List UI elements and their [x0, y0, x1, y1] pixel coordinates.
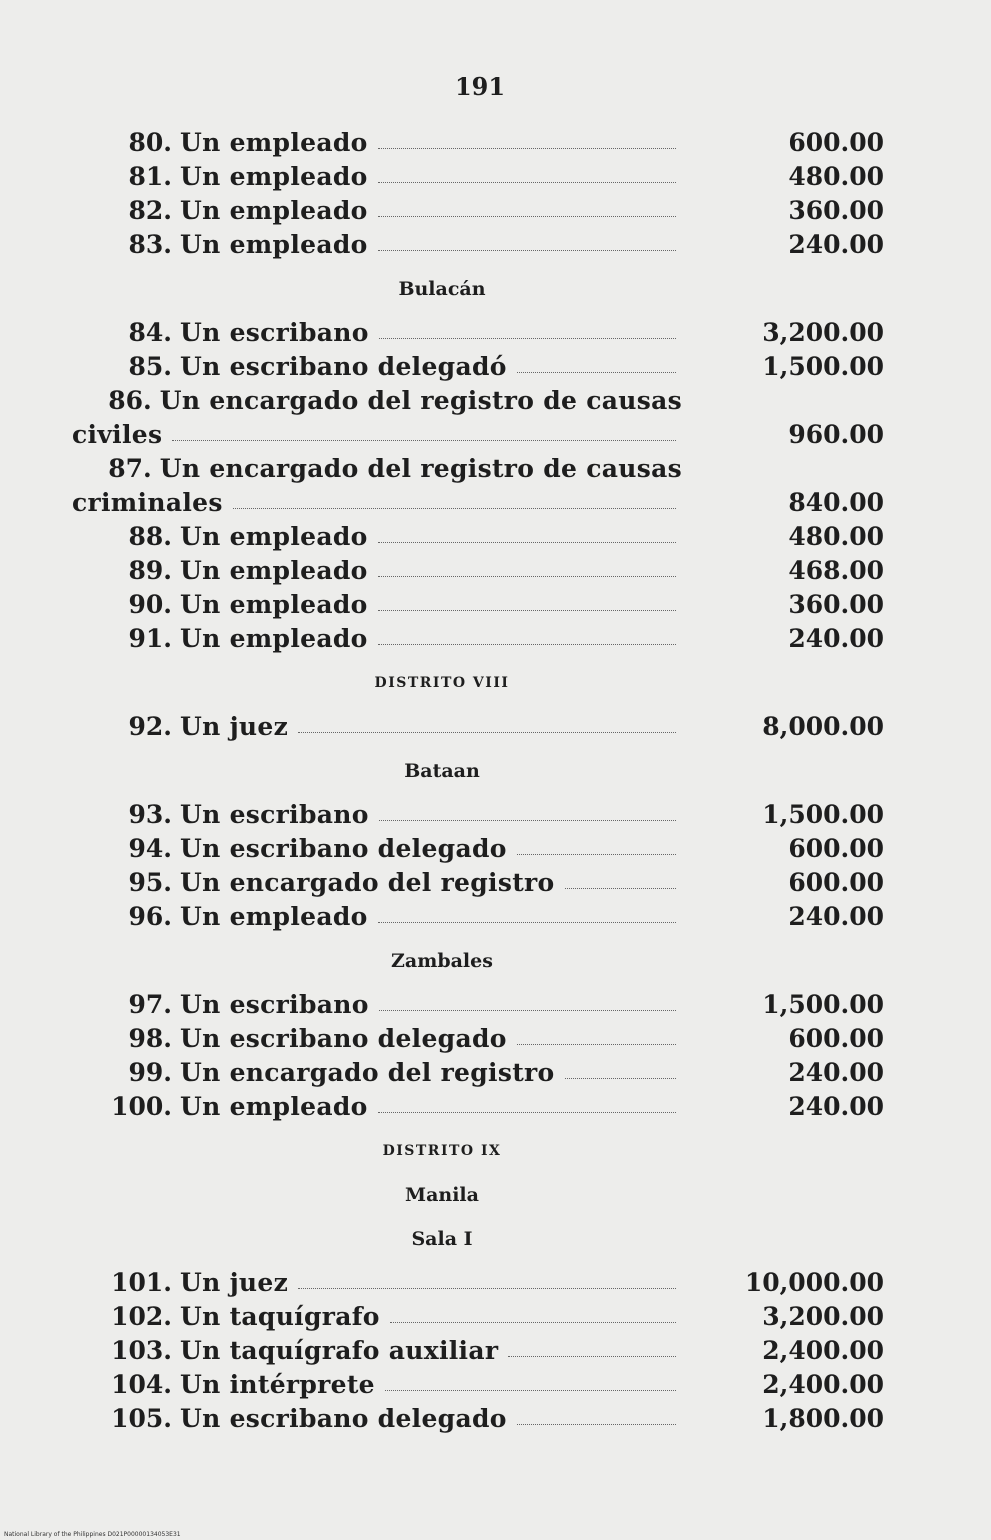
item-text: Un empleado [180, 1092, 368, 1121]
leader-dots [378, 1112, 676, 1113]
item-number: 102. [111, 1302, 172, 1331]
leader-dots [517, 1044, 676, 1045]
section-heading: DISTRITO VIII [374, 675, 510, 691]
item-number: 96. [128, 902, 172, 931]
item-amount: 1,500.00 [762, 352, 884, 381]
item-text: Un empleado [180, 522, 368, 551]
list-item [72, 1402, 892, 1436]
list-item [72, 194, 892, 228]
item-amount: 10,000.00 [744, 1268, 884, 1297]
list-item [72, 798, 892, 832]
item-amount: 480.00 [788, 162, 884, 191]
item-text-continued: criminales [72, 488, 223, 517]
item-text: Un empleado [180, 590, 368, 619]
item-text: Un escribano [180, 800, 369, 829]
leader-dots [298, 1288, 676, 1289]
list-item [72, 1334, 892, 1368]
item-description [72, 316, 682, 350]
item-text: Un juez [180, 1268, 289, 1297]
item-amount: 840.00 [788, 488, 884, 517]
item-description [72, 1334, 682, 1368]
leader-dots [378, 576, 676, 577]
item-amount: 600.00 [788, 868, 884, 897]
list-item [72, 350, 892, 384]
item-text: Un escribano delegado [180, 1024, 507, 1053]
item-number: 93. [128, 800, 172, 829]
leader-dots [565, 888, 676, 889]
section-heading: Bataan [404, 760, 480, 782]
item-description [72, 194, 682, 228]
page-number: 191 [454, 72, 506, 101]
spacer [72, 1256, 892, 1266]
item-text: Un taquígrafo auxiliar [180, 1336, 499, 1365]
item-amount: 240.00 [788, 1092, 884, 1121]
list-item-continuation [72, 418, 892, 452]
leader-dots [172, 440, 676, 441]
item-text: Un escribano delegado [180, 834, 507, 863]
item-number: 101. [111, 1268, 172, 1297]
list-item [72, 1090, 892, 1124]
spacer [72, 656, 892, 666]
item-number: 80. [128, 128, 172, 157]
leader-dots [298, 732, 676, 733]
section-heading: DISTRITO IX [382, 1143, 502, 1159]
item-description [72, 710, 682, 744]
item-number: 84. [128, 318, 172, 347]
item-number: 82. [128, 196, 172, 225]
list-item [72, 316, 892, 350]
item-description [72, 350, 682, 384]
spacer [72, 1124, 892, 1134]
item-text: Un escribano delegado [180, 1404, 507, 1433]
item-text: Un empleado [180, 556, 368, 585]
leader-dots [508, 1356, 676, 1357]
item-text: Un empleado [180, 162, 368, 191]
section-heading: Bulacán [398, 278, 486, 300]
footer-credit: National Library of the Philippines D021P00000134053E31 [4, 1531, 181, 1538]
item-number: 103. [111, 1336, 172, 1365]
item-amount: 3,200.00 [762, 318, 884, 347]
item-amount: 360.00 [788, 590, 884, 619]
item-amount: 2,400.00 [762, 1336, 884, 1365]
item-description [72, 900, 682, 934]
section-heading: Zambales [391, 950, 493, 972]
item-amount: 1,500.00 [762, 990, 884, 1019]
item-text: Un intérprete [180, 1370, 375, 1399]
list-item [72, 520, 892, 554]
item-number: 100. [111, 1092, 172, 1121]
leader-dots [517, 854, 676, 855]
item-description [72, 588, 682, 622]
item-description [72, 160, 682, 194]
leader-dots [378, 542, 676, 543]
list-item [72, 588, 892, 622]
list-item [72, 1022, 892, 1056]
spacer [72, 306, 892, 316]
leader-dots [565, 1078, 676, 1079]
item-description [72, 1368, 682, 1402]
item-description [72, 228, 682, 262]
item-description [72, 486, 682, 520]
item-description [72, 866, 682, 900]
item-text: Un encargado del registro [180, 1058, 555, 1087]
item-text: Un taquígrafo [180, 1302, 380, 1331]
spacer [72, 1168, 892, 1178]
item-number: 85. [128, 352, 172, 381]
item-description [72, 988, 682, 1022]
item-amount: 1,500.00 [762, 800, 884, 829]
item-description [72, 452, 682, 486]
section-subheading: Sala I [411, 1228, 473, 1250]
list-item [72, 384, 892, 418]
item-amount: 600.00 [788, 128, 884, 157]
item-number: 81. [128, 162, 172, 191]
item-amount: 960.00 [788, 420, 884, 449]
item-description [72, 1300, 682, 1334]
item-description [72, 1056, 682, 1090]
item-text: Un escribano [180, 990, 369, 1019]
item-description [72, 622, 682, 656]
spacer [72, 262, 892, 272]
item-number: 83. [128, 230, 172, 259]
salary-list [72, 126, 892, 1436]
item-description [72, 384, 682, 418]
item-text: Un encargado del registro [180, 868, 555, 897]
leader-dots [390, 1322, 676, 1323]
spacer [72, 934, 892, 944]
leader-dots [379, 1010, 676, 1011]
leader-dots [378, 182, 676, 183]
spacer [72, 1212, 892, 1222]
item-text: Un empleado [180, 196, 368, 225]
leader-dots [378, 216, 676, 217]
list-item [72, 554, 892, 588]
list-item [72, 1300, 892, 1334]
item-text: Un escribano [180, 318, 369, 347]
item-text: Un escribano delegadó [180, 352, 507, 381]
item-text: Un empleado [180, 230, 368, 259]
item-amount: 600.00 [788, 834, 884, 863]
spacer [72, 700, 892, 710]
item-amount: 1,800.00 [762, 1404, 884, 1433]
item-number: 98. [128, 1024, 172, 1053]
list-item [72, 988, 892, 1022]
list-item [72, 126, 892, 160]
leader-dots [517, 1424, 676, 1425]
item-number: 91. [128, 624, 172, 653]
item-description [72, 1402, 682, 1436]
spacer [72, 788, 892, 798]
item-description [72, 418, 682, 452]
item-description [72, 832, 682, 866]
item-number: 90. [128, 590, 172, 619]
item-number: 104. [111, 1370, 172, 1399]
item-amount: 240.00 [788, 1058, 884, 1087]
leader-dots [378, 148, 676, 149]
leader-dots [378, 610, 676, 611]
item-amount: 240.00 [788, 902, 884, 931]
item-text: Un empleado [180, 902, 368, 931]
item-amount: 240.00 [788, 624, 884, 653]
leader-dots [517, 372, 676, 373]
leader-dots [379, 820, 676, 821]
list-item [72, 1368, 892, 1402]
spacer [72, 978, 892, 988]
item-description [72, 554, 682, 588]
list-item [72, 228, 892, 262]
item-text: Un encargado del registro de causas [159, 454, 682, 483]
leader-dots [233, 508, 676, 509]
item-amount: 240.00 [788, 230, 884, 259]
list-item [72, 832, 892, 866]
spacer [72, 744, 892, 754]
item-number: 95. [128, 868, 172, 897]
item-amount: 600.00 [788, 1024, 884, 1053]
item-number: 92. [128, 712, 172, 741]
item-amount: 480.00 [788, 522, 884, 551]
item-number: 97. [128, 990, 172, 1019]
leader-dots [378, 250, 676, 251]
item-amount: 8,000.00 [762, 712, 884, 741]
list-item [72, 1056, 892, 1090]
item-amount: 360.00 [788, 196, 884, 225]
leader-dots [378, 644, 676, 645]
item-description [72, 520, 682, 554]
item-number: 89. [128, 556, 172, 585]
item-number: 88. [128, 522, 172, 551]
item-description [72, 1022, 682, 1056]
list-item [72, 866, 892, 900]
item-description [72, 126, 682, 160]
list-item [72, 710, 892, 744]
item-description [72, 1090, 682, 1124]
item-number: 94. [128, 834, 172, 863]
item-text-continued: civiles [72, 420, 163, 449]
item-text: Un empleado [180, 128, 368, 157]
leader-dots [385, 1390, 676, 1391]
item-number: 99. [128, 1058, 172, 1087]
section-subheading: Manila [405, 1184, 479, 1206]
leader-dots [379, 338, 676, 339]
list-item [72, 1266, 892, 1300]
leader-dots [378, 922, 676, 923]
item-amount: 2,400.00 [762, 1370, 884, 1399]
list-item [72, 622, 892, 656]
list-item-continuation [72, 486, 892, 520]
item-number: 87. [108, 454, 152, 483]
list-item [72, 160, 892, 194]
list-item [72, 900, 892, 934]
item-description [72, 1266, 682, 1300]
item-text: Un empleado [180, 624, 368, 653]
item-text: Un juez [180, 712, 289, 741]
item-number: 105. [111, 1404, 172, 1433]
item-amount: 3,200.00 [762, 1302, 884, 1331]
list-item [72, 452, 892, 486]
item-text: Un encargado del registro de causas [159, 386, 682, 415]
item-number: 86. [108, 386, 152, 415]
item-amount: 468.00 [788, 556, 884, 585]
item-description [72, 798, 682, 832]
